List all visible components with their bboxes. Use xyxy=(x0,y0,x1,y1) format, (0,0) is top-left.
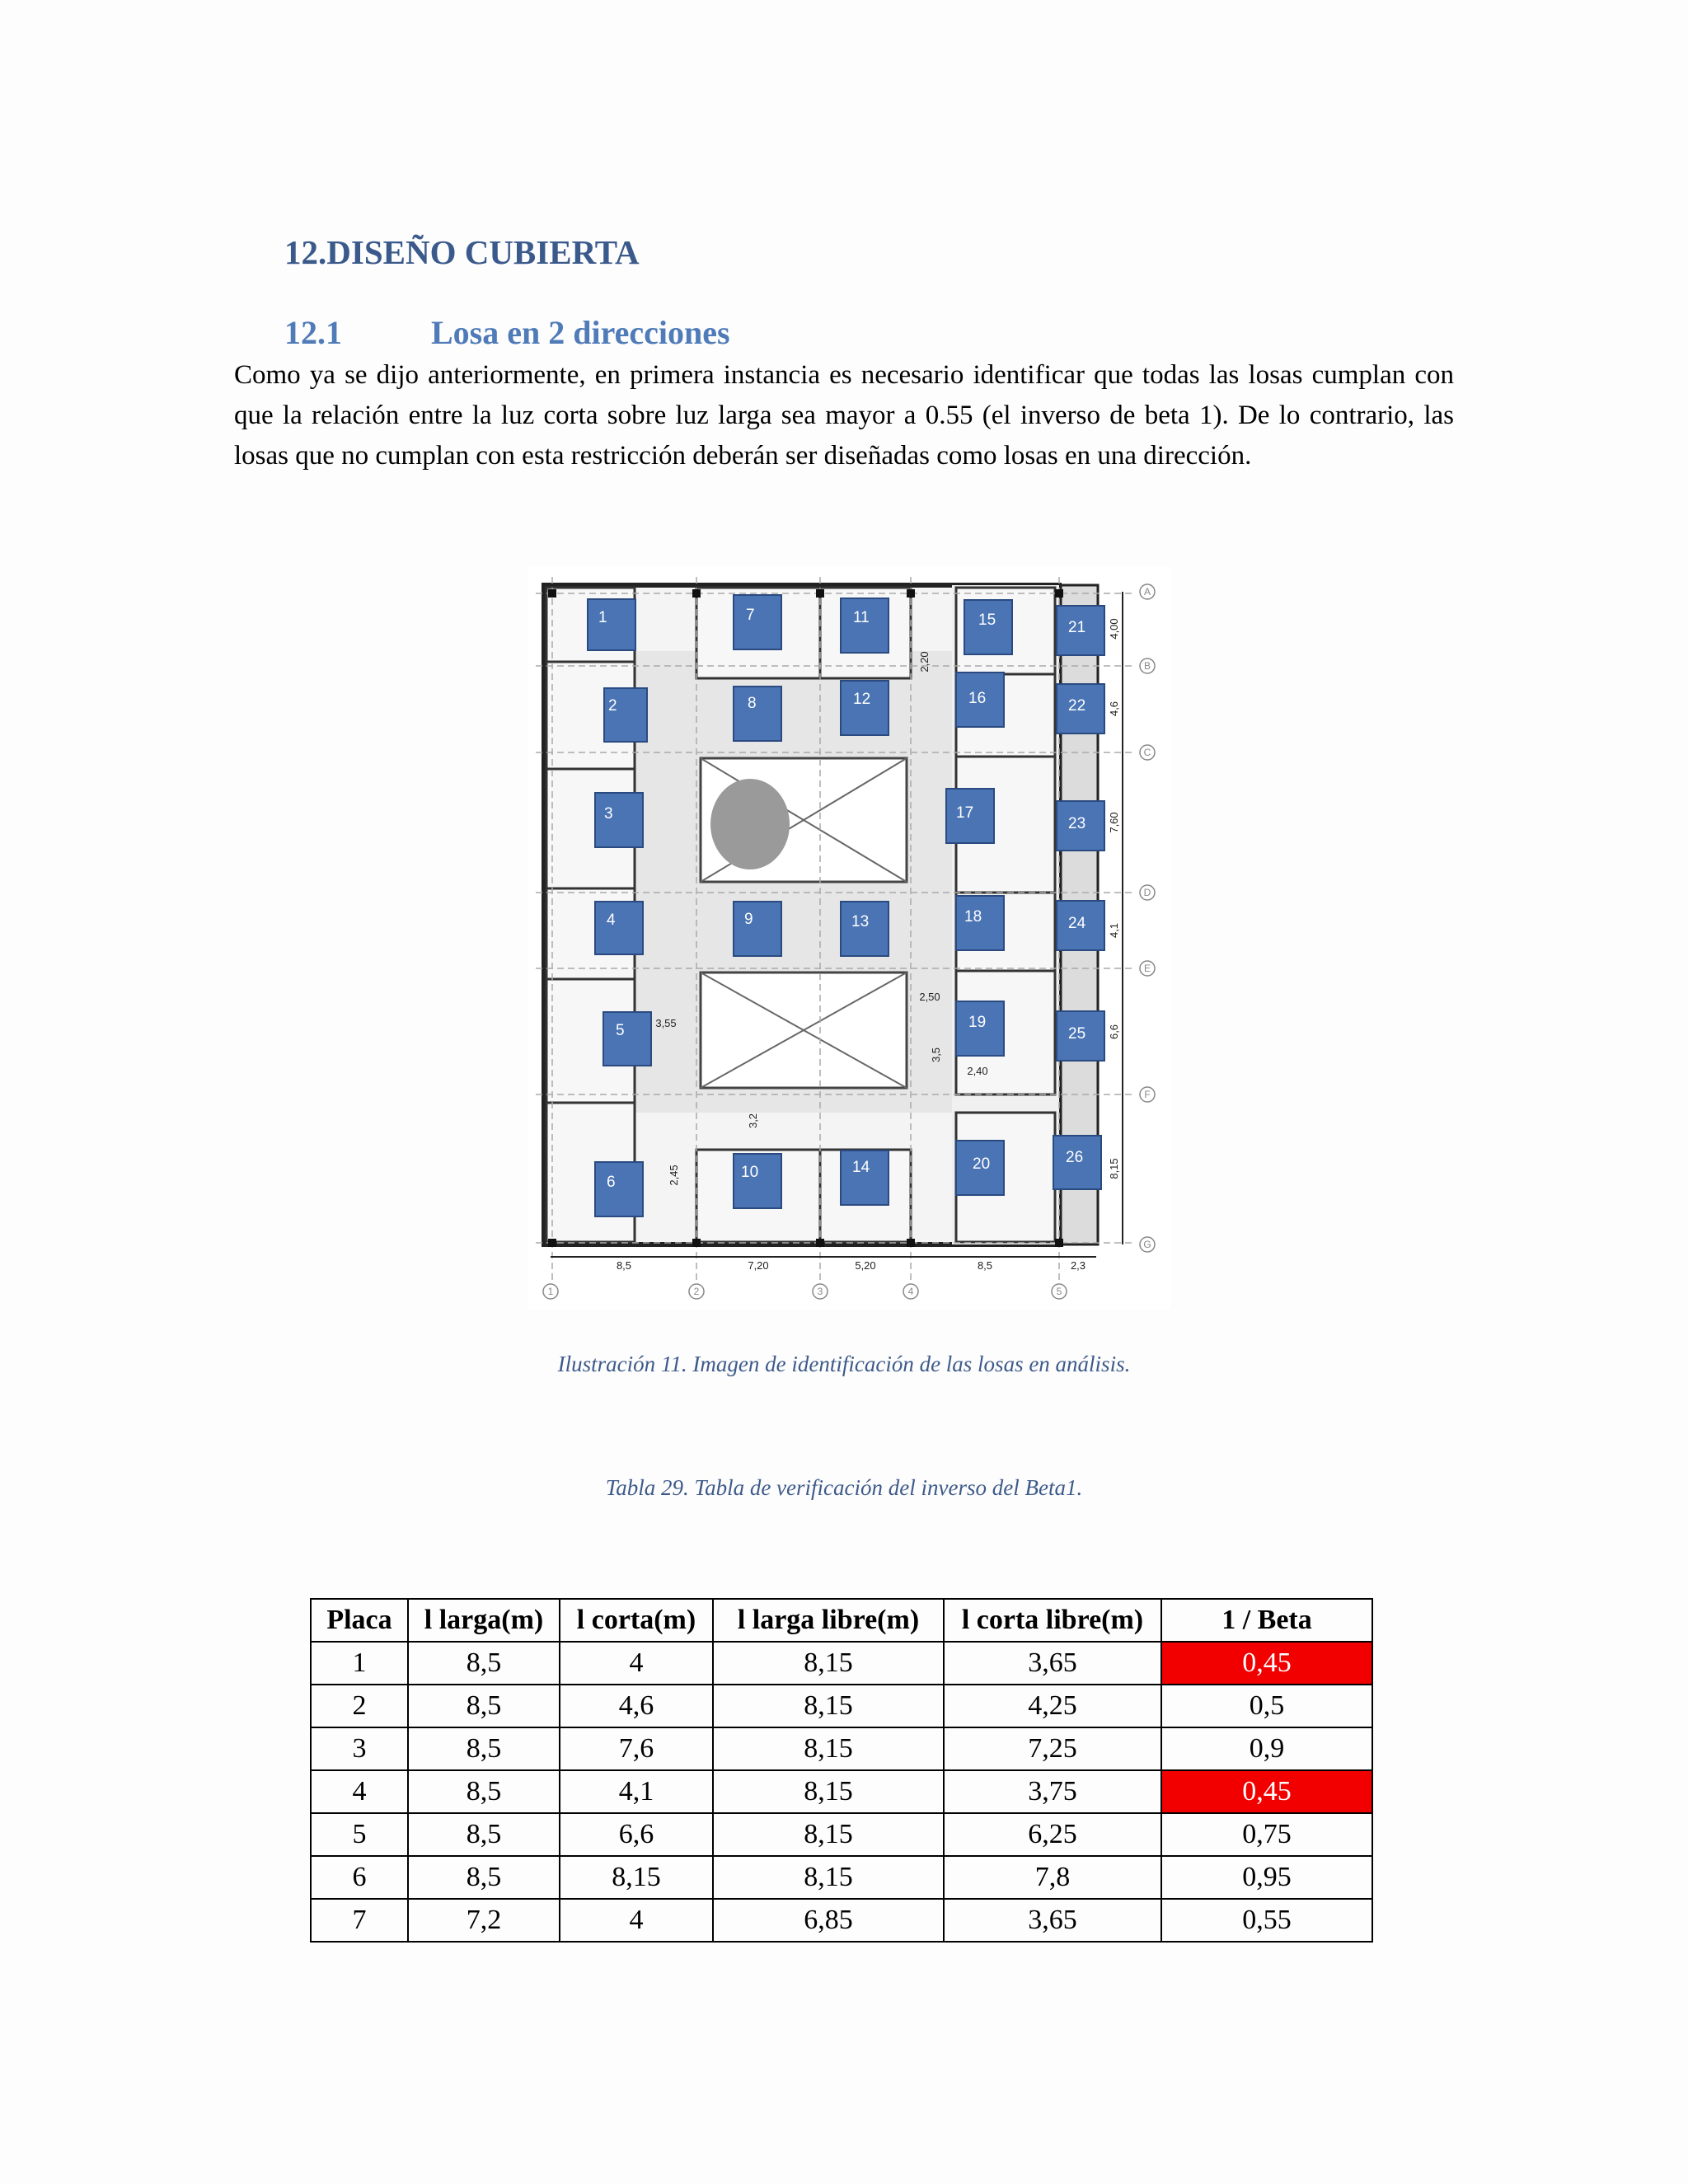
bottom-dimension: 2,3 xyxy=(1070,1259,1086,1272)
table-cell: 8,5 xyxy=(408,1856,560,1899)
table-cell: 4 xyxy=(311,1770,408,1813)
inner-dimension: 2,50 xyxy=(919,991,940,1003)
subsection-number: 12.1 xyxy=(284,314,342,351)
column-header: Placa xyxy=(311,1599,408,1642)
row-axis-label: B xyxy=(1143,660,1151,672)
inner-dimension: 3,2 xyxy=(747,1113,759,1129)
column-axis-label: 5 xyxy=(1056,1286,1062,1297)
slab-label: 11 xyxy=(853,609,870,626)
right-dimension: 7,60 xyxy=(1108,812,1120,833)
column-header: 1 / Beta xyxy=(1161,1599,1372,1642)
right-dimension: 4,1 xyxy=(1108,922,1120,939)
table-cell: 8,5 xyxy=(408,1685,560,1727)
slab-label: 1 xyxy=(598,609,607,626)
slab-label: 2 xyxy=(608,697,617,715)
table-cell: 8,15 xyxy=(560,1856,713,1899)
slab-label: 26 xyxy=(1066,1149,1084,1166)
column-header: l corta libre(m) xyxy=(944,1599,1161,1642)
table-cell: 7,6 xyxy=(560,1727,713,1770)
slab-label: 22 xyxy=(1068,697,1086,715)
table-cell: 3,65 xyxy=(944,1899,1161,1942)
table-cell: 6,25 xyxy=(944,1813,1161,1856)
table-cell: 4,6 xyxy=(560,1685,713,1727)
table-cell: 8,15 xyxy=(713,1813,944,1856)
column-header: l corta(m) xyxy=(560,1599,713,1642)
table-cell: 8,5 xyxy=(408,1813,560,1856)
table-row xyxy=(311,1642,1372,1685)
table-cell: 0,5 xyxy=(1161,1685,1372,1727)
table-row xyxy=(311,1727,1372,1770)
table-cell: 8,15 xyxy=(713,1685,944,1727)
right-dimension: 4,00 xyxy=(1108,618,1120,640)
table-cell: 7,25 xyxy=(944,1727,1161,1770)
slab-label: 4 xyxy=(607,912,616,929)
table-cell: 0,45 xyxy=(1161,1770,1372,1813)
row-axis-label: D xyxy=(1143,887,1151,898)
inner-dimension: 2,40 xyxy=(967,1065,988,1077)
table-cell: 8,5 xyxy=(408,1642,560,1685)
inner-dimension: 3,5 xyxy=(930,1047,942,1063)
table-cell: 8,5 xyxy=(408,1727,560,1770)
table-cell: 7 xyxy=(311,1899,408,1942)
table-cell: 8,15 xyxy=(713,1856,944,1899)
bottom-dimension: 5,20 xyxy=(855,1259,876,1272)
slab-label: 10 xyxy=(741,1164,759,1181)
table-cell: 7,8 xyxy=(944,1856,1161,1899)
table-row xyxy=(311,1856,1372,1899)
slab-label: 19 xyxy=(968,1014,987,1031)
slab-label: 14 xyxy=(852,1159,870,1176)
slab-label: 20 xyxy=(973,1155,991,1173)
table-cell: 7,2 xyxy=(408,1899,560,1942)
slab-label: 7 xyxy=(746,607,755,624)
right-dimension: 6,6 xyxy=(1108,1024,1120,1040)
inner-dimension: 2,45 xyxy=(668,1165,680,1186)
column-axis-label: 2 xyxy=(693,1286,700,1297)
section-heading: 12.DISEÑO CUBIERTA xyxy=(284,233,640,271)
row-axis-label: E xyxy=(1143,963,1151,974)
column-axis-label: 3 xyxy=(817,1286,823,1297)
inner-dimension: 2,20 xyxy=(918,651,931,673)
right-dimension: 4,6 xyxy=(1108,701,1120,717)
table-cell: 4 xyxy=(560,1642,713,1685)
table-cell: 8,15 xyxy=(713,1727,944,1770)
table-cell: 3,75 xyxy=(944,1770,1161,1813)
table-caption: Tabla 29. Tabla de verificación del inverso del Beta1. xyxy=(605,1475,1083,1500)
beta-verification-table xyxy=(310,1598,1373,1943)
table-cell: 4,1 xyxy=(560,1770,713,1813)
table-cell: 0,9 xyxy=(1161,1727,1372,1770)
table-cell: 0,95 xyxy=(1161,1856,1372,1899)
table-cell: 6,85 xyxy=(713,1899,944,1942)
right-dimension: 8,15 xyxy=(1108,1158,1120,1179)
slab-label: 3 xyxy=(604,805,613,823)
slab-label: 25 xyxy=(1068,1025,1086,1043)
column-axis-label: 4 xyxy=(907,1286,914,1297)
table-cell: 4 xyxy=(560,1899,713,1942)
row-axis-label: C xyxy=(1143,747,1151,758)
table-row xyxy=(311,1770,1372,1813)
table-cell: 0,75 xyxy=(1161,1813,1372,1856)
table-cell: 3 xyxy=(311,1727,408,1770)
table-cell: 8,15 xyxy=(713,1642,944,1685)
slab-label: 12 xyxy=(853,691,871,708)
table-cell: 5 xyxy=(311,1813,408,1856)
slab-label: 6 xyxy=(607,1174,616,1191)
figure-caption: Ilustración 11. Imagen de identificación de las losas en análisis. xyxy=(557,1352,1131,1376)
slab-label: 16 xyxy=(968,690,987,707)
table-cell: 6,6 xyxy=(560,1813,713,1856)
row-axis-label: F xyxy=(1144,1089,1151,1100)
slab-label: 24 xyxy=(1068,915,1086,932)
table-cell: 8,5 xyxy=(408,1770,560,1813)
table-cell: 3,65 xyxy=(944,1642,1161,1685)
table-row xyxy=(311,1899,1372,1942)
bottom-dimension: 7,20 xyxy=(748,1259,769,1272)
column-header: l larga libre(m) xyxy=(713,1599,944,1642)
slab-label: 8 xyxy=(748,695,757,712)
table-cell: 6 xyxy=(311,1856,408,1899)
column-axis-label: 1 xyxy=(547,1286,554,1297)
table-cell: 1 xyxy=(311,1642,408,1685)
table-cell: 2 xyxy=(311,1685,408,1727)
table-cell: 8,15 xyxy=(713,1770,944,1813)
slab-label: 9 xyxy=(744,911,753,928)
body-paragraph: Como ya se dijo anteriormente, en primera instancia es necesario identificar que todas las losas cumplan con que la relación entre la luz corta sobre luz larga sea mayor a 0.55 (el inverso de beta 1). De lo contrario, las losas que no cumplan con esta restricción deberán ser diseñadas como losas en una dirección. xyxy=(234,360,1454,471)
table-cell: 0,55 xyxy=(1161,1899,1372,1942)
subsection-title: Losa en 2 direcciones xyxy=(431,314,730,351)
table-row xyxy=(311,1813,1372,1856)
column-header: l larga(m) xyxy=(408,1599,560,1642)
table-row xyxy=(311,1685,1372,1727)
floor-plan-figure xyxy=(528,567,1170,1309)
slab-label: 5 xyxy=(616,1022,625,1039)
table-cell: 0,45 xyxy=(1161,1642,1372,1685)
row-axis-label: G xyxy=(1143,1239,1151,1250)
slab-label: 18 xyxy=(964,908,982,926)
slab-label: 21 xyxy=(1068,619,1086,636)
row-axis-label: A xyxy=(1143,586,1151,598)
slab-label: 13 xyxy=(851,913,870,930)
bottom-dimension: 8,5 xyxy=(977,1259,993,1272)
bottom-dimension: 8,5 xyxy=(616,1259,632,1272)
table-header-row xyxy=(311,1599,1372,1642)
table-cell: 4,25 xyxy=(944,1685,1161,1727)
slab-label: 23 xyxy=(1068,815,1086,832)
slab-label: 15 xyxy=(978,612,996,629)
inner-dimension: 3,55 xyxy=(655,1017,677,1029)
slab-label: 17 xyxy=(956,804,974,822)
subsection-heading xyxy=(284,313,730,352)
